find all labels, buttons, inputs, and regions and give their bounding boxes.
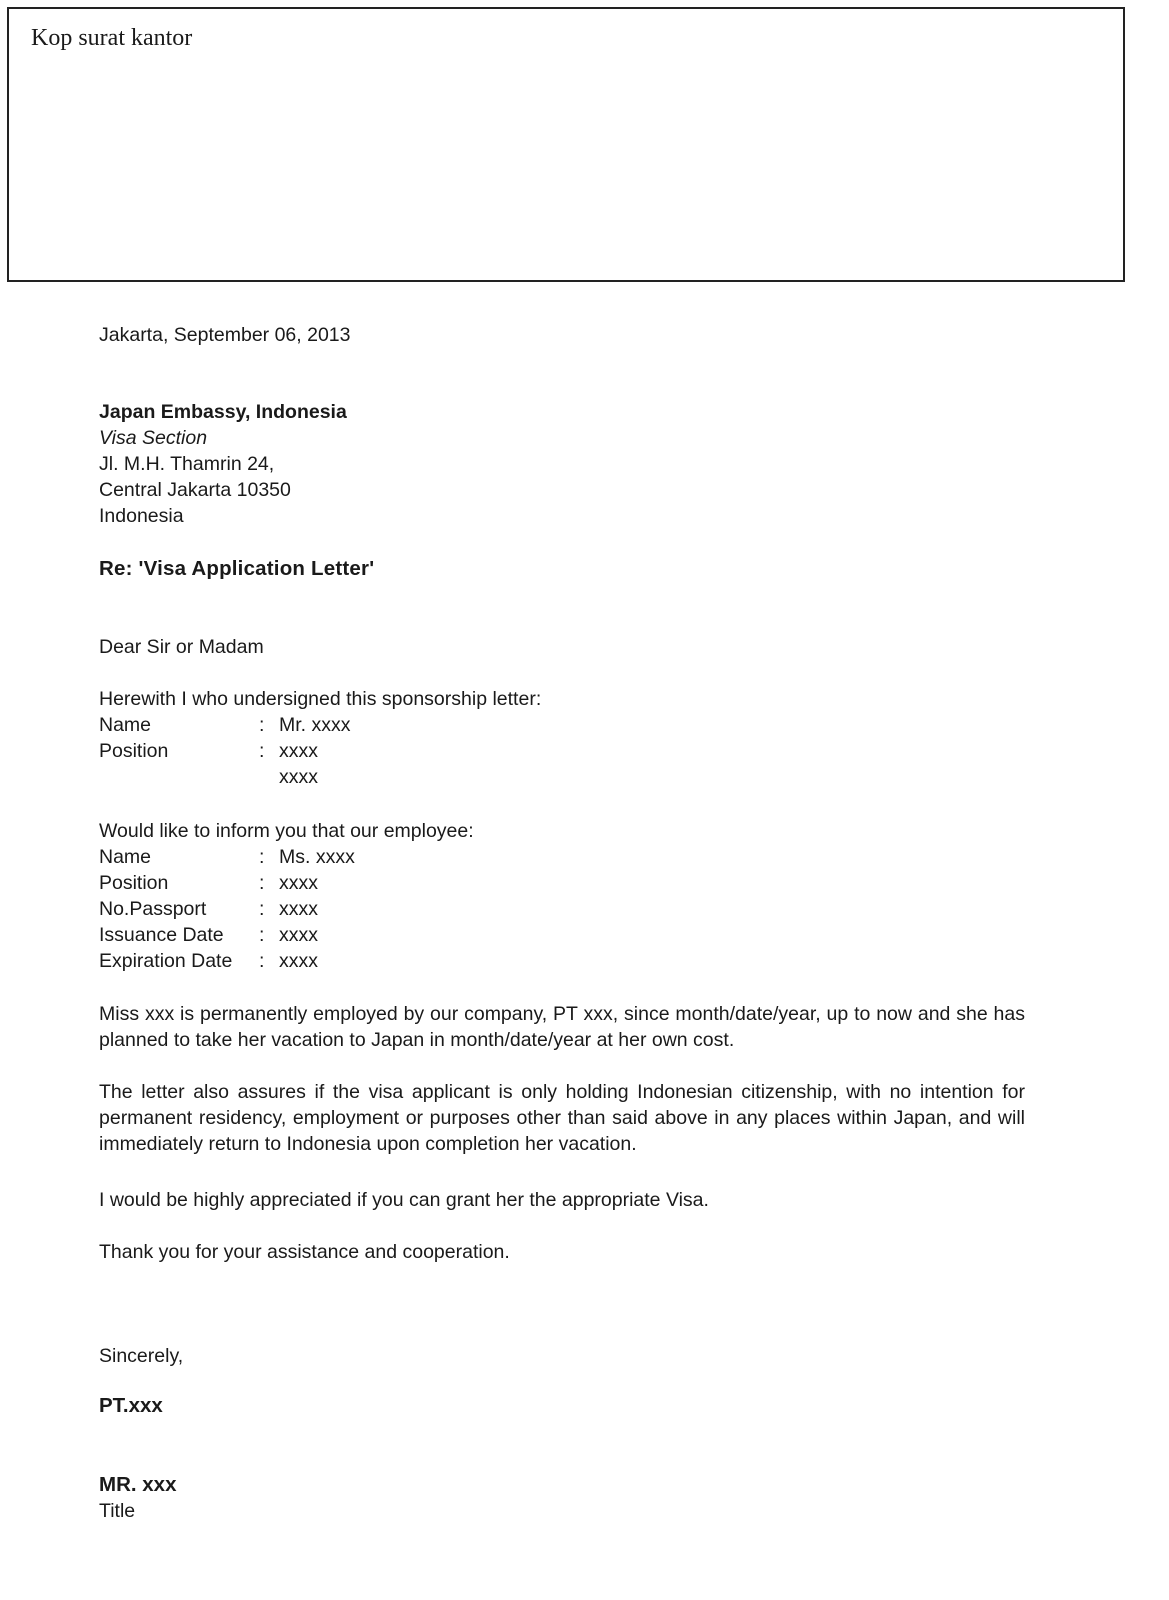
recipient-address-3: Indonesia — [99, 505, 184, 527]
paragraph-assurance: The letter also assures if the visa applicant is only holding Indonesian citizenship, with no intention for permanent residency, employment or purposes other than said above in any places within Japan, and will immediately return to Indonesia upon completion her vacation. — [99, 1081, 1025, 1155]
field-colon: : — [259, 924, 265, 946]
sponsor-row-position — [99, 738, 1025, 764]
recipient-section: Visa Section — [99, 427, 208, 449]
field-value: Mr. xxxx — [279, 714, 351, 736]
field-label — [99, 764, 259, 790]
paragraph-request: I would be highly appreciated if you can grant her the appropriate Visa. — [99, 1189, 709, 1211]
employee-block — [99, 818, 1025, 974]
field-value: xxxx — [279, 950, 318, 972]
salutation: Dear Sir or Madam — [99, 636, 264, 658]
recipient-name: Japan Embassy, Indonesia — [99, 401, 347, 423]
field-value: xxxx — [279, 872, 318, 894]
field-label: Issuance Date — [99, 924, 224, 946]
employee-row-issuance-date — [99, 922, 1025, 948]
sponsor-intro: Herewith I who undersigned this sponsorship letter: — [99, 688, 542, 710]
recipient-address-1: Jl. M.H. Thamrin 24, — [99, 453, 275, 475]
sponsor-row-name — [99, 712, 1025, 738]
field-colon: : — [259, 950, 265, 972]
sponsor-block — [99, 686, 1025, 790]
field-value: xxxx — [279, 740, 318, 762]
field-colon — [259, 764, 269, 790]
field-label: Position — [99, 740, 169, 762]
field-label: Position — [99, 872, 169, 894]
field-colon: : — [259, 872, 265, 894]
paragraph-employment: Miss xxx is permanently employed by our company, PT xxx, since month/date/year, up to now and she has planned to take her vacation to Japan in month/date/year at her own cost. — [99, 1003, 1025, 1051]
field-colon: : — [259, 898, 265, 920]
signer-name: MR. xxx — [99, 1473, 177, 1496]
field-label: Name — [99, 714, 152, 736]
employee-row-name — [99, 844, 1025, 870]
field-value: xxxx — [279, 898, 318, 920]
letterhead-box — [7, 7, 1125, 282]
field-value: Ms. xxxx — [279, 846, 355, 868]
recipient-block — [99, 399, 1025, 529]
field-colon: : — [259, 714, 265, 736]
letter-body — [99, 322, 1025, 1524]
signer-title: Title — [99, 1500, 136, 1522]
employee-row-position — [99, 870, 1025, 896]
subject-line: Re: 'Visa Application Letter' — [99, 557, 375, 580]
field-value: xxxx — [279, 766, 318, 788]
field-label: No.Passport — [99, 898, 207, 920]
field-label: Expiration Date — [99, 950, 233, 972]
paragraph-thanks: Thank you for your assistance and cooperation. — [99, 1241, 510, 1263]
letterhead-label: Kop surat kantor — [31, 25, 193, 51]
company-name: PT.xxx — [99, 1394, 163, 1417]
closing-line: Sincerely, — [99, 1345, 184, 1367]
field-colon: : — [259, 846, 265, 868]
employee-intro: Would like to inform you that our employee: — [99, 820, 474, 842]
date-line: Jakarta, September 06, 2013 — [99, 324, 351, 346]
field-value: xxxx — [279, 924, 318, 946]
sponsor-row-position-continued — [99, 764, 1025, 790]
employee-row-passport — [99, 896, 1025, 922]
field-label: Name — [99, 846, 152, 868]
field-colon: : — [259, 740, 265, 762]
employee-row-expiration-date — [99, 948, 1025, 974]
recipient-address-2: Central Jakarta 10350 — [99, 479, 291, 501]
